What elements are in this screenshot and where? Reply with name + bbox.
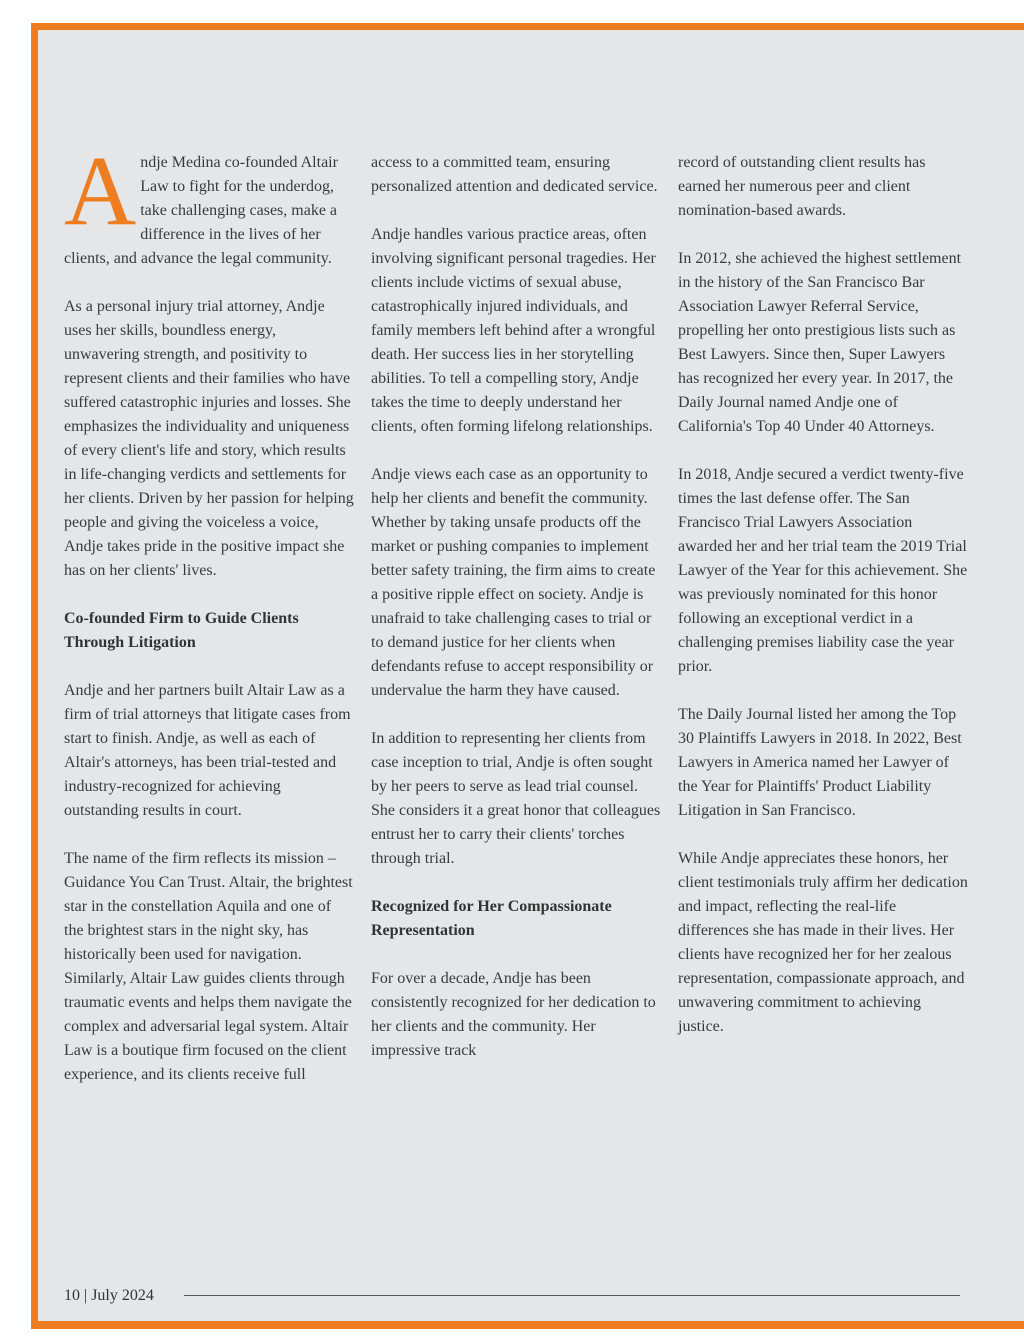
- article-paragraph: While Andje appreciates these honors, her client testimonials truly affirm her dedication and impact, reflecting the real-life differences she has made in their lives. Her clients have recognized her for her zealous representation, compassionate approach, and unwavering commitment to achieving justice.: [678, 850, 968, 1035]
- article-paragraph: Andje and her partners built Altair Law as a firm of trial attorneys that litigate cases from start to finish. Andje, as well as each of Altair's attorneys, has been trial-tested and industry-recognized for achieving outstanding results in court.: [64, 682, 351, 819]
- article-paragraph: access to a committed team, ensuring personalized attention and dedicated service.: [371, 154, 658, 195]
- article-paragraph: In 2012, she achieved the highest settlement in the history of the San Francisco Bar Association Lawyer Referral Service, propelling her onto prestigious lists such as Best Lawyers. Since then, Super Lawyers has recognized her every year. In 2017, the Daily Journal named Andje one of California's Top 40 Under 40 Attorneys.: [678, 250, 962, 435]
- article-paragraph: For over a decade, Andje has been consistently recognized for her dedication to her clients and the community. Her impressive track: [371, 970, 656, 1059]
- article-paragraph: record of outstanding client results has earned her numerous peer and client nomination-based awards.: [678, 154, 926, 219]
- article-paragraph: The Daily Journal listed her among the Top 30 Plaintiffs Lawyers in 2018. In 2022, Best Lawyers in America named her Lawyer of the Year for Plaintiffs' Product Liability Litigation in San Francisco.: [678, 706, 962, 819]
- article-intro-paragraph: [64, 135, 354, 271]
- drop-cap: A: [64, 135, 137, 246]
- page-footer-label: 10 | July 2024: [64, 1287, 154, 1304]
- article-column-1: [64, 135, 354, 1111]
- article-paragraph: Andje handles various practice areas, often involving significant personal tragedies. Her clients include victims of sexual abuse, catastrophically injured individuals, and family members left behind after a wrongful death. Her success lies in her storytelling abilities. To tell a compelling story, Andje takes the time to deeply understand her clients, often forming lifelong relationships.: [371, 226, 656, 435]
- section-heading: Recognized for Her Compassionate Representation: [371, 898, 612, 939]
- article-paragraph: The name of the firm reflects its mission – Guidance You Can Trust. Altair, the brightest star in the constellation Aquila and one of the brightest stars in the night sky, has historically been used for navigation. Similarly, Altair Law guides clients through traumatic events and helps them navigate the complex and adversarial legal system. Altair Law is a boutique firm focused on the client experience, and its clients receive full: [64, 850, 353, 1083]
- article-paragraph: Andje views each case as an opportunity to help her clients and benefit the community. Whether by taking unsafe products off the market or pushing companies to implement better safety training, the firm aims to create a positive ripple effect on society. Andje is unafraid to take challenging cases to trial or to demand justice for her clients when defendants refuse to accept responsibility or undervalue the harm they have caused.: [371, 466, 656, 699]
- article-column-2: [371, 151, 661, 1087]
- intro-text: ndje Medina co-founded Altair Law to fight for the underdog, take challenging cases, make a difference in the lives of her clients, and advance the legal community.: [64, 154, 338, 267]
- article-paragraph: In addition to representing her clients from case inception to trial, Andje is often sought by her peers to serve as lead trial counsel. She considers it a great honor that colleagues entrust her to carry their clients' torches through trial.: [371, 730, 661, 867]
- article-paragraph: In 2018, Andje secured a verdict twenty-five times the last defense offer. The San Francisco Trial Lawyers Association awarded her and her trial team the 2019 Trial Lawyer of the Year for this achievement. She was previously nominated for this honor following an exceptional verdict in a challenging premises liability case the year prior.: [678, 466, 968, 675]
- article-paragraph: As a personal injury trial attorney, Andje uses her skills, boundless energy, unwavering strength, and positivity to represent clients and their families who have suffered catastrophic injuries and losses. She emphasizes the individuality and uniqueness of every client's life and story, which results in life-changing verdicts and settlements for her clients. Driven by her passion for helping people and giving the voiceless a voice, Andje takes pride in the positive impact she has on her clients' lives.: [64, 298, 354, 579]
- article-column-3: [678, 151, 968, 1063]
- footer-divider: [184, 1295, 960, 1296]
- section-heading: Co-founded Firm to Guide Clients Through Litigation: [64, 610, 299, 651]
